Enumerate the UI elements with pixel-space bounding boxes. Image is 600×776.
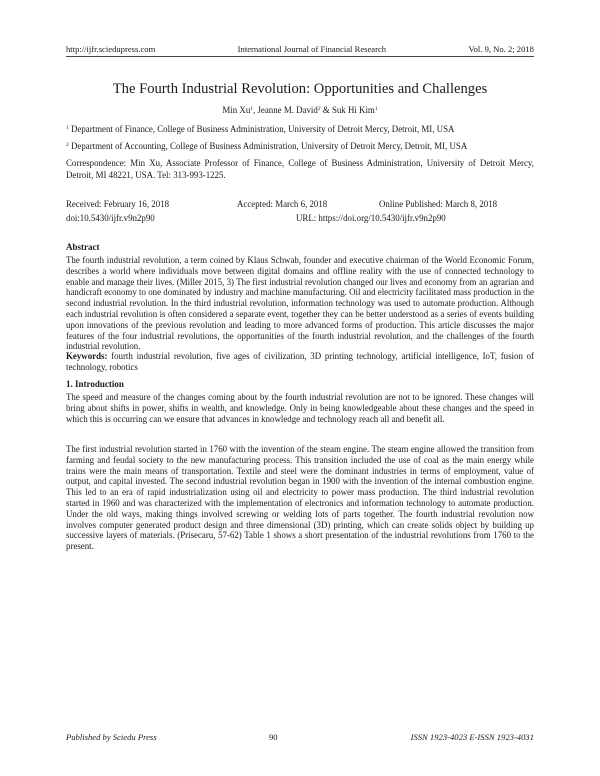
abstract-heading: Abstract <box>66 242 100 252</box>
author-name: Jeanne M. David <box>257 105 318 115</box>
affiliation-text: Department of Accounting, College of Business Administration, University of Detroit Mercy, Detroit, MI, USA <box>70 141 468 151</box>
received-date: Received: February 16, 2018 <box>66 199 170 209</box>
author-list <box>40 105 560 116</box>
affiliation-number: 1 <box>66 125 69 131</box>
introduction-paragraph: The first industrial revolution started in 1760 with the invention of the steam engine. The steam engine allowed the transition from farming and feudal society to the new manufacturing process. This transition included the use of coal as the main energy while trains were the main means of transportation. Textile and steel were the dominant industries in terms of employment, value of output, and capital invested. The second industrial revolution began in 1900 with the invention of the internal combustion engine. This led to an era of rapid industrialization using oil and electricity to power mass production. The third industrial revolution started in 1960 and was characterized with the implementation of electronics and information technology to automate production. Under the old ways, making things involved screwing or welding lots of parts together. The fourth industrial revolution now involves computer generated product design and three dimensional (3D) printing, which can create solids object by building up successive layers of materials. (Prisecaru, 57-62) Table 1 shows a short presentation of the industrial revolutions from 1760 to the present. <box>66 444 534 552</box>
issn: ISSN 1923-4023 E-ISSN 1923-4031 <box>410 732 534 742</box>
paper-title: The Fourth Industrial Revolution: Opportunities and Challenges <box>112 81 488 97</box>
author-separator: , <box>253 105 258 115</box>
author-affil-mark: 1 <box>374 106 378 112</box>
publisher: Published by Sciedu Press <box>66 732 157 742</box>
author-affil-mark: 2 <box>317 106 321 112</box>
introduction-paragraph: The speed and measure of the changes coming about by the fourth industrial revolution are not to be ignored. These changes will bring about shifts in power, shifts in wealth, and knowledge. Only in being knowledgeable about these changes and the speed in which this is occurring can we ensure that advances in knowledge and technology reach all and benefit all. <box>66 392 534 424</box>
affiliation-2 <box>66 141 534 152</box>
journal-url[interactable]: http://ijfr.sciedupress.com <box>66 44 156 54</box>
publication-dates <box>66 199 534 226</box>
published-date: Online Published: March 8, 2018 <box>379 199 498 209</box>
introduction-heading: 1. Introduction <box>66 379 124 389</box>
author-name: Min Xu <box>222 105 251 115</box>
author-affil-mark: 1 <box>250 106 254 112</box>
keywords-text: fourth industrial revolution, five ages of civilization, 3D printing technology, artificial intelligence, IoT, fusion of technology, robotics <box>66 351 534 372</box>
affiliation-text: Department of Finance, College of Business Administration, University of Detroit Mercy, Detroit, MI, USA <box>70 124 455 134</box>
doi[interactable]: doi:10.5430/ijfr.v9n2p90 <box>66 212 155 223</box>
correspondence: Correspondence: Min Xu, Associate Professor of Finance, College of Business Administration, University of Detroit Mercy, Detroit, MI 48221, USA. Tel: 313-993-1225. <box>66 158 534 180</box>
header-rule <box>66 56 534 57</box>
author-name: Suk Hi Kim <box>331 105 375 115</box>
accepted-date: Accepted: March 6, 2018 <box>237 199 328 209</box>
affiliation-number: 2 <box>66 142 69 148</box>
journal-name: International Journal of Financial Research <box>237 44 387 54</box>
affiliation-1 <box>66 124 534 135</box>
doi-url[interactable]: URL: https://doi.org/10.5430/ijfr.v9n2p90 <box>296 212 446 223</box>
volume-issue: Vol. 9, No. 2; 2018 <box>468 44 534 54</box>
abstract-text: The fourth industrial revolution, a term coined by Klaus Schwab, founder and executive chairman of the World Economic Forum, describes a world where individuals move between digital domains and offline reality with the use of connected technology to enable and manage their lives. (Miller 2015, 3) The first industrial revolution changed our lives and economy from an agrarian and handicraft economy to one dominated by industry and machine manufacturing. Oil and electricity facilitated mass production in the second industrial revolution. In the third industrial revolution, information technology was used to automate production. Although each industrial revolution is often considered a separate event, together they can be better understood as a series of events building upon innovations of the previous revolution and leading to more advanced forms of production. This article discusses the major features of the four industrial revolutions, the opportunities of the fourth industrial revolution, and the challenges of the fourth industrial revolution. <box>66 255 534 352</box>
author-separator: & <box>320 105 332 115</box>
page-number: 90 <box>269 732 278 742</box>
running-header <box>66 44 534 54</box>
keywords-label: Keywords: <box>66 351 108 361</box>
keywords <box>66 351 534 373</box>
